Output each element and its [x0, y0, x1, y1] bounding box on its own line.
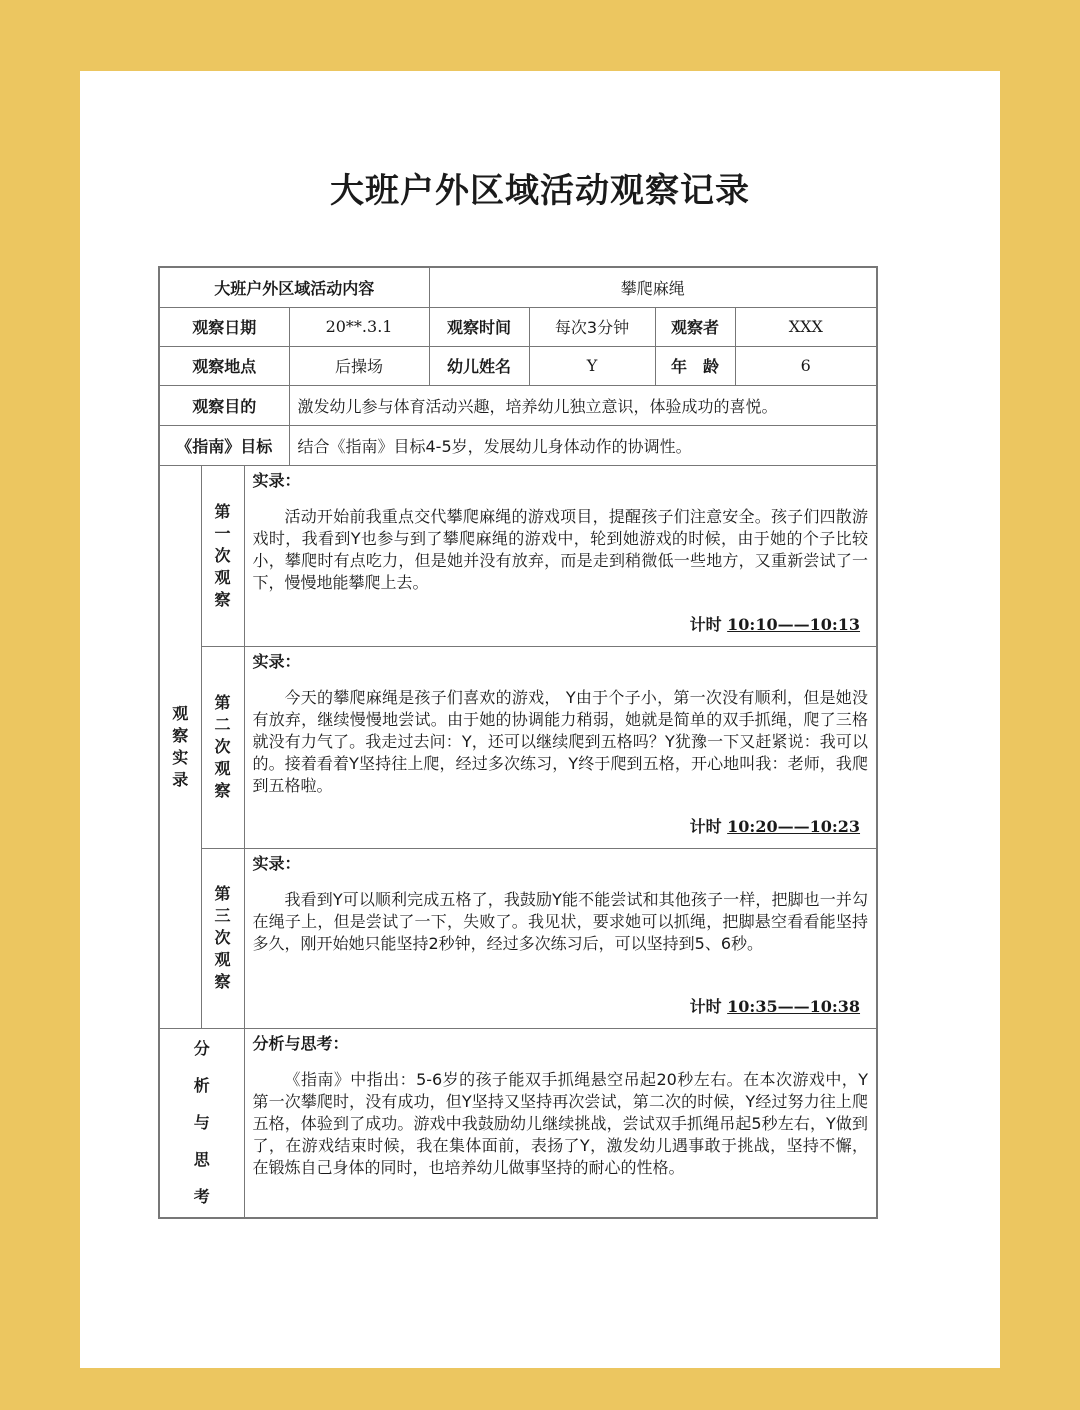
- observer-label: 观察者: [655, 307, 735, 346]
- guide-row: [159, 425, 877, 465]
- observation-2-text: 今天的攀爬麻绳是孩子们喜欢的游戏， Y由于个子小，第一次没有顺利，但是她没有放弃，继续慢慢地尝试。由于她的协调能力稍弱，她就是简单的双手抓绳，爬了三格就没有力气了。我走过去问：Y，还可以继续爬到五格吗？Y犹豫一下又赶紧说：我可以的。接着看着Y坚持往上爬，经过多次练习，Y终于爬到五格，开心地叫我：老师，我爬到五格啦。: [252, 687, 869, 795]
- analysis-row: [159, 1028, 877, 1218]
- observation-2-timer: 计时 10:20——10:23: [689, 816, 861, 836]
- date-row: [159, 307, 877, 346]
- content-label: 大班户外区域活动内容: [159, 267, 429, 307]
- observation-2-label: 第 二 次 观 察: [201, 646, 244, 848]
- analysis-heading: 分析与思考：: [252, 1033, 349, 1053]
- observation-row-3: [159, 848, 877, 1028]
- observation-3-text: 我看到Y可以顺利完成五格了，我鼓励Y能不能尝试和其他孩子一样，把脚也一并勾在绳子上，但是尝试了一下，失败了。我见状，要求她可以抓绳，把脚悬空看看能坚持多久，刚开始她只能坚持2秒钟，经过多次练习后，可以坚持到5、6秒。: [252, 889, 869, 953]
- records-label: 观 察 实 录: [159, 465, 201, 1028]
- age-label: 年 龄: [655, 346, 735, 385]
- age-value: 6: [735, 346, 877, 385]
- purpose-label: 观察目的: [159, 385, 289, 425]
- time-value: 每次3分钟: [529, 307, 655, 346]
- observation-3-cell: [244, 848, 877, 1028]
- observation-row-1: [159, 465, 877, 646]
- guide-value: 结合《指南》目标4-5岁，发展幼儿身体动作的协调性。: [289, 425, 877, 465]
- observation-1-heading: 实录：: [252, 470, 301, 490]
- page-title: 大班户外区域活动观察记录: [330, 171, 750, 211]
- purpose-row: [159, 385, 877, 425]
- observation-2-cell: [244, 646, 877, 848]
- place-value: 后操场: [289, 346, 429, 385]
- place-row: [159, 346, 877, 385]
- content-value: 攀爬麻绳: [429, 267, 877, 307]
- observation-3-heading: 实录：: [252, 853, 301, 873]
- observation-1-text: 活动开始前我重点交代攀爬麻绳的游戏项目，提醒孩子们注意安全。孩子们四散游戏时，我看到Y也参与到了攀爬麻绳的游戏中，轮到她游戏的时候，由于她的个子比较小，攀爬时有点吃力，但是她并没有放弃，而是走到稍微低一些地方，又重新尝试了一下，慢慢地能攀爬上去。: [252, 506, 869, 592]
- guide-label: 《指南》目标: [159, 425, 289, 465]
- observation-3-timer: 计时 10:35——10:38: [689, 996, 861, 1016]
- date-value: 20**.3.1: [289, 307, 429, 346]
- observation-1-timer: 计时 10:10——10:13: [689, 614, 861, 634]
- observation-row-2: [159, 646, 877, 848]
- observation-3-label: 第 三 次 观 察: [201, 848, 244, 1028]
- place-label: 观察地点: [159, 346, 289, 385]
- observation-1-cell: [244, 465, 877, 646]
- analysis-text: 《指南》中指出：5-6岁的孩子能双手抓绳悬空吊起20秒左右。在本次游戏中，Y第一次攀爬时，没有成功，但Y坚持又坚持再次尝试，第二次的时候，Y经过努力往上爬五格，体验到了成功。游戏中我鼓励幼儿继续挑战，尝试双手抓绳吊起5秒左右，Y做到了，在游戏结束时候，我在集体面前，表扬了Y，激发幼儿遇事敢于挑战，坚持不懈，在锻炼自己身体的同时，也培养幼儿做事坚持的耐心的性格。: [252, 1069, 869, 1177]
- analysis-cell: [244, 1028, 877, 1218]
- purpose-value: 激发幼儿参与体育活动兴趣，培养幼儿独立意识，体验成功的喜悦。: [289, 385, 877, 425]
- observation-1-label: 第 一 次 观 察: [201, 465, 244, 646]
- observer-value: XXX: [735, 307, 877, 346]
- time-label: 观察时间: [429, 307, 529, 346]
- child-name-value: Y: [529, 346, 655, 385]
- observation-2-heading: 实录：: [252, 651, 301, 671]
- child-name-label: 幼儿姓名: [429, 346, 529, 385]
- analysis-label: 分 析 与 思 考: [159, 1028, 244, 1218]
- observation-table: [158, 266, 878, 1219]
- content-row: [159, 267, 877, 307]
- date-label: 观察日期: [159, 307, 289, 346]
